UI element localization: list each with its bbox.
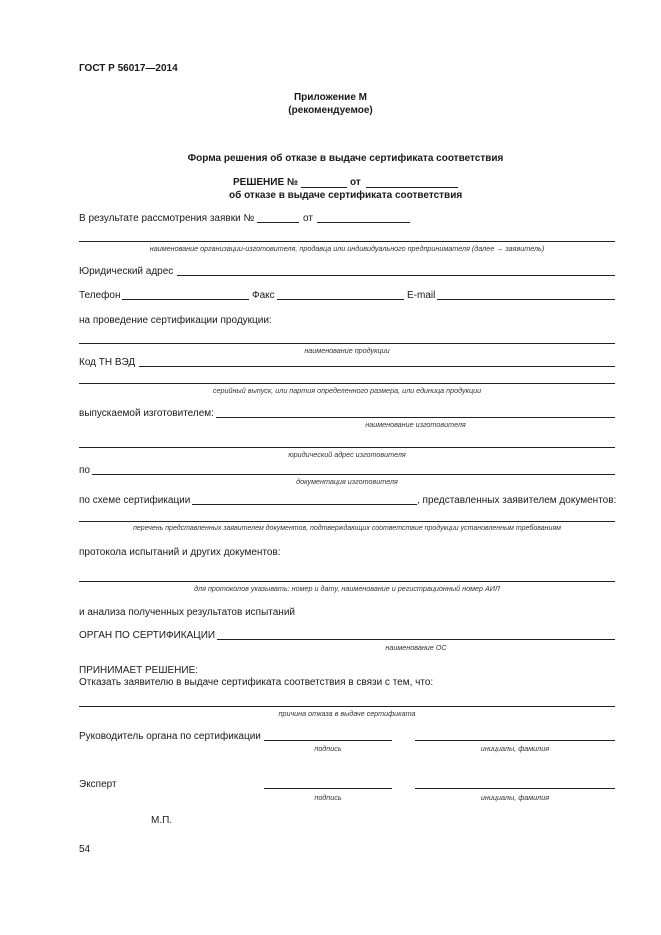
manufacturer-name-caption: наименование изготовителя [365, 420, 466, 429]
cert-body-line [217, 639, 615, 640]
manufacturer-address-line [79, 447, 615, 448]
decision-number-line [301, 187, 347, 188]
by-label: по [79, 465, 90, 476]
scheme-label: по схеме сертификации [79, 495, 191, 506]
scheme-line [192, 504, 417, 505]
applicant-line [79, 241, 615, 242]
email-label: E-mail [407, 290, 436, 301]
phone-line [122, 299, 249, 300]
refuse-label: Отказать заявителю в выдаче сертификата соответствия в связи с тем, что: [79, 677, 434, 688]
head-initials-line [415, 740, 615, 741]
seal-label: М.П. [151, 815, 173, 826]
email-line [437, 299, 615, 300]
applicant-caption: наименование организации-изготовителя, продавца или индивидуального предпринимателя (далее → заявитель) [149, 244, 545, 253]
head-signature-caption: подпись [314, 744, 342, 753]
fax-label: Факс [252, 290, 275, 301]
expert-initials-caption: инициалы, фамилия [480, 793, 550, 802]
analysis-label: и анализа полученных результатов испытаний [79, 607, 295, 618]
application-result-label: В результате рассмотрения заявки № [79, 213, 255, 224]
appendix-subtitle: (рекомендуемое) [288, 105, 373, 116]
head-signature-line [264, 740, 392, 741]
head-initials-caption: инициалы, фамилия [480, 744, 550, 753]
expert-signature-caption: подпись [314, 793, 342, 802]
test-protocol-label: протокола испытаний и других документов: [79, 547, 281, 558]
fax-line [277, 299, 404, 300]
protocol-caption: для протоколов указывать: номер и дату, наименование и регистрационный номер АИЛ [194, 584, 500, 593]
manufacturer-address-caption: юридический адрес изготовителя [288, 450, 406, 459]
decision-from: от [350, 177, 361, 188]
legal-address-line [177, 275, 615, 276]
decides-label: ПРИНИМАЕТ РЕШЕНИЕ: [79, 665, 199, 676]
legal-address-label: Юридический адрес [79, 266, 174, 277]
manufacturer-docs-line [92, 474, 615, 475]
decision-label: РЕШЕНИЕ № [233, 177, 299, 188]
manufacturer-docs-caption: документация изготовителя [296, 477, 398, 486]
decision-subtitle: об отказе в выдаче сертификата соответствия [229, 190, 463, 201]
expert-initials-line [415, 788, 615, 789]
serial-line [79, 383, 615, 384]
product-name-line [79, 343, 615, 344]
cert-body-caption: наименование ОС [385, 643, 447, 652]
product-name-caption: наименование продукции [304, 346, 390, 355]
head-of-body-label: Руководитель органа по сертификации [79, 731, 261, 742]
serial-caption: серийный выпуск, или партия определенного размера, или единица продукции [212, 386, 482, 395]
page-number: 54 [79, 844, 91, 855]
standard-number: ГОСТ Р 56017—2014 [79, 63, 178, 74]
application-date-line [317, 222, 410, 223]
tn-ved-line [139, 366, 615, 367]
application-number-line [257, 222, 299, 223]
decision-date-line [366, 187, 458, 188]
appendix-title: Приложение М [293, 92, 368, 103]
tn-ved-label: Код ТН ВЭД [79, 357, 136, 368]
reason-caption: причина отказа в выдаче сертификата [278, 709, 416, 718]
docs-list-line [79, 521, 615, 522]
form-title: Форма решения об отказе в выдаче сертификата соответствия [187, 153, 504, 164]
application-from-label: от [303, 213, 313, 224]
expert-signature-line [264, 788, 392, 789]
reason-line [79, 706, 615, 707]
expert-label: Эксперт [79, 779, 117, 790]
docs-list-caption: перечень представленных заявителем документов, подтверждающих соответствие продукции установленным требованиям [133, 525, 561, 532]
certification-products-label: на проведение сертификации продукции: [79, 315, 272, 326]
protocol-line [79, 581, 615, 582]
cert-body-label: ОРГАН ПО СЕРТИФИКАЦИИ [79, 630, 216, 641]
phone-label: Телефон [79, 290, 121, 301]
manufacturer-name-line [216, 417, 615, 418]
produced-by-label: выпускаемой изготовителем: [79, 408, 214, 419]
submitted-docs-label: , представленных заявителем документов: [417, 495, 617, 506]
